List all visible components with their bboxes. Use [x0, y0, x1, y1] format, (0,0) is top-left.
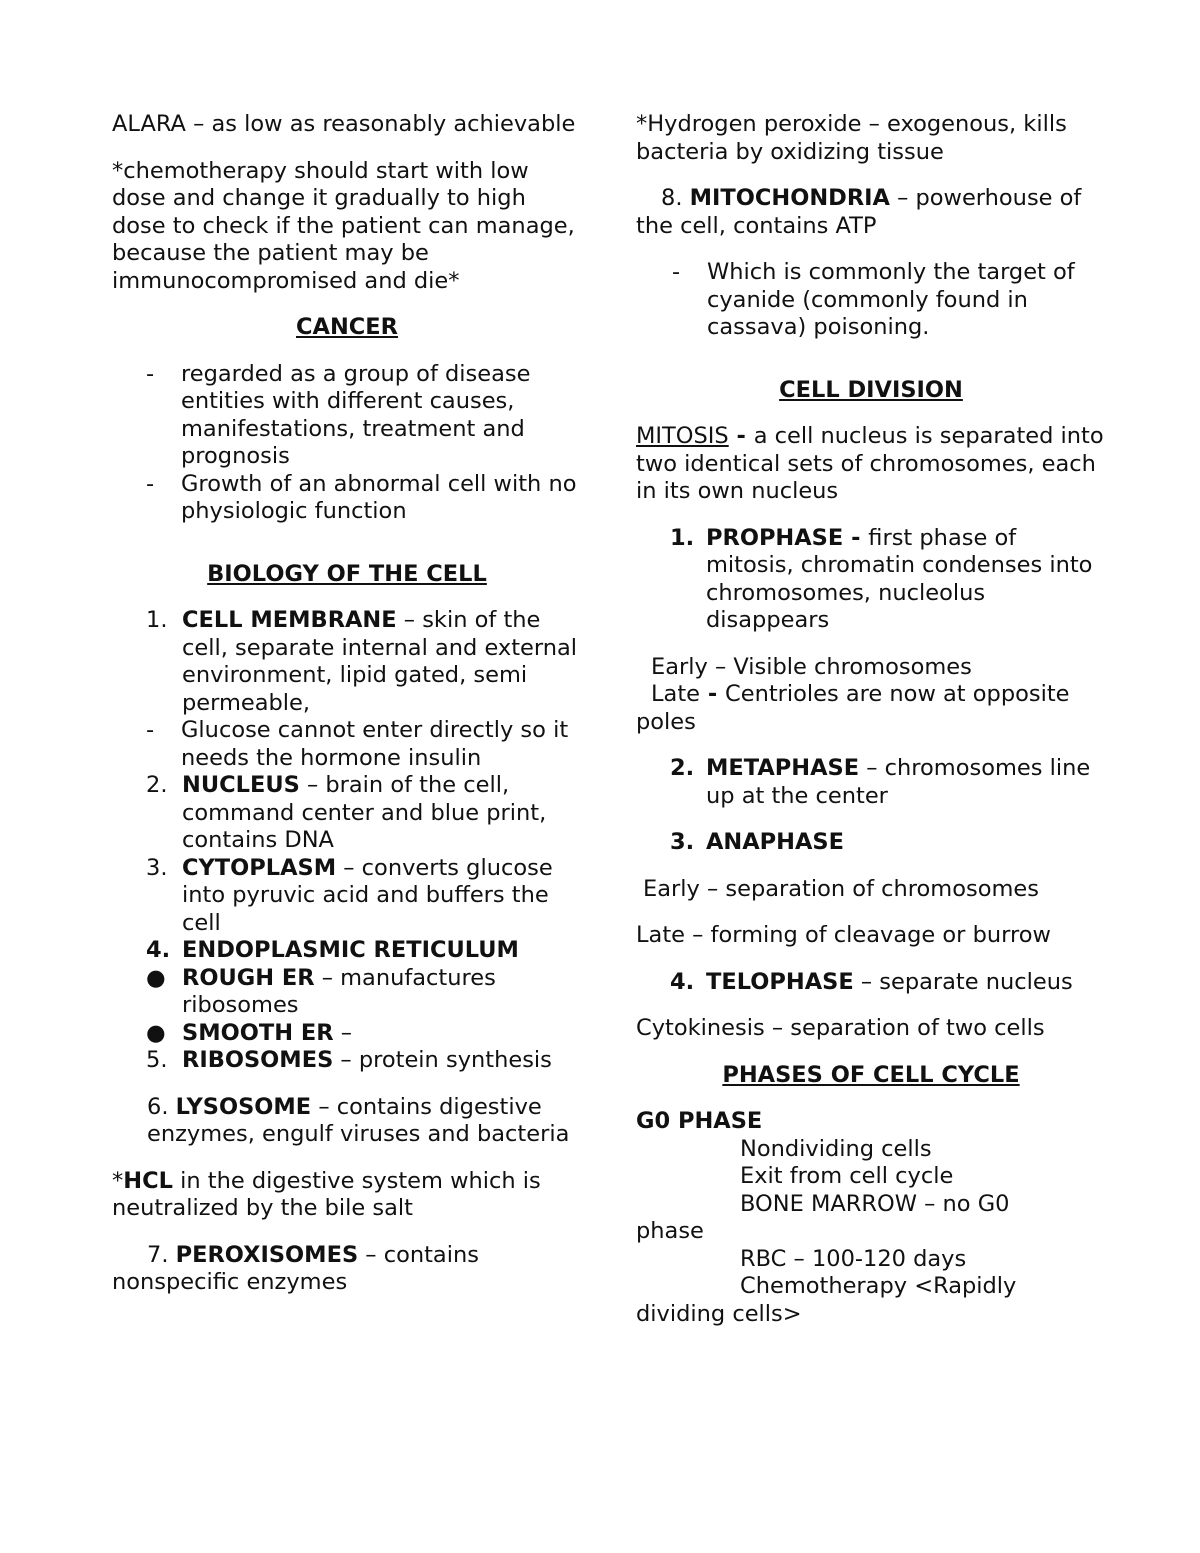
mitosis-definition: MITOSIS - a cell nucleus is separated into two identical sets of chromosomes, each in its own nucleus [636, 423, 1104, 504]
disc-bullet: ● [146, 964, 166, 991]
g0-item: Nondividing cells [740, 1135, 932, 1162]
list-item-smooth-er: ● SMOOTH ER – [112, 1020, 582, 1048]
list-item-lysosome: 6. LYSOSOME – contains digestive enzymes, engulf viruses and bacteria [147, 1093, 570, 1147]
left-column [112, 111, 582, 1297]
g0-item-wrap: phase [636, 1218, 704, 1244]
list-item-prophase: 1. PROPHASE - first phase of mitosis, chromatin condenses into chromosomes, nucleolus disappears [670, 524, 1093, 633]
dash-bullet: - [672, 259, 681, 285]
anaphase-late: Late – forming of cleavage or burrow [636, 922, 1051, 948]
biology-of-cell-heading: BIOLOGY OF THE CELL [207, 560, 487, 587]
prophase-early: Early – Visible chromosomes [651, 653, 972, 680]
cell-division-heading: CELL DIVISION [779, 376, 963, 403]
list-item-anaphase: 3. ANAPHASE [670, 829, 844, 855]
list-item-mitochondria: 8. MITOCHONDRIA – powerhouse of the cell, contains ATP [636, 185, 1082, 239]
cyanide-note: - Which is commonly the target of cyanide (commonly found in cassava) poisoning. [636, 259, 1106, 342]
right-column [636, 111, 1106, 1328]
g0-item: BONE MARROW – no G0 [740, 1190, 1010, 1217]
hcl-note: *HCL in the digestive system which is neutralized by the bile salt [112, 1167, 541, 1221]
g0-item: Exit from cell cycle [740, 1163, 954, 1189]
list-item-cell-membrane: 1. CELL MEMBRANE – skin of the cell, separate internal and external environment, lipid gated, semi permeable, [146, 607, 578, 716]
cytokinesis-note: Cytokinesis – separation of two cells [636, 1015, 1045, 1041]
disc-bullet: ● [146, 1019, 166, 1046]
g0-item-wrap: dividing cells> [636, 1300, 802, 1327]
g0-phase-heading: G0 PHASE [636, 1108, 763, 1134]
phases-of-cell-cycle-heading: PHASES OF CELL CYCLE [722, 1061, 1020, 1088]
list-item-telophase: 4. TELOPHASE – separate nucleus [670, 968, 1073, 995]
alara-definition: ALARA – as low as reasonably achievable [112, 111, 576, 137]
dash-bullet: - [146, 717, 155, 743]
cancer-item: - regarded as a group of disease entities with different causes, manifestations, treatment and prognosis [112, 361, 582, 471]
dash-bullet: - [146, 470, 155, 497]
list-item-nucleus: 2. NUCLEUS – brain of the cell, command center and blue print, contains DNA [146, 772, 547, 853]
g0-item: RBC – 100-120 days [740, 1245, 967, 1272]
chemotherapy-note: *chemotherapy should start with low dose and change it gradually to high dose to check if the patient can manage, because the patient may be immunocompromised and die* [112, 157, 575, 294]
hydrogen-peroxide-note: *Hydrogen peroxide – exogenous, kills bacteria by oxidizing tissue [636, 111, 1067, 165]
g0-item: Chemotherapy <Rapidly [740, 1273, 1017, 1299]
dash-bullet: - [146, 360, 155, 387]
list-item-peroxisomes: 7. PEROXISOMES – contains nonspecific enzymes [112, 1241, 479, 1295]
glucose-note: - Glucose cannot enter directly so it needs the hormone insulin [112, 717, 582, 772]
anaphase-early: Early – separation of chromosomes [643, 875, 1039, 902]
list-item-rough-er: ● ROUGH ER – manufactures ribosomes [112, 965, 582, 1020]
list-item-endoplasmic-reticulum: 4. ENDOPLASMIC RETICULUM [146, 937, 519, 963]
prophase-late: Late - Centrioles are now at opposite poles [636, 681, 1070, 735]
list-item-cytoplasm: 3. CYTOPLASM – converts glucose into pyruvic acid and buffers the cell [146, 854, 553, 936]
list-item-metaphase: 2. METAPHASE – chromosomes line up at the center [670, 755, 1091, 809]
list-item-ribosomes: 5. RIBOSOMES – protein synthesis [146, 1047, 552, 1073]
cancer-item: - Growth of an abnormal cell with no physiologic function [112, 471, 582, 526]
cancer-heading: CANCER [296, 314, 398, 340]
